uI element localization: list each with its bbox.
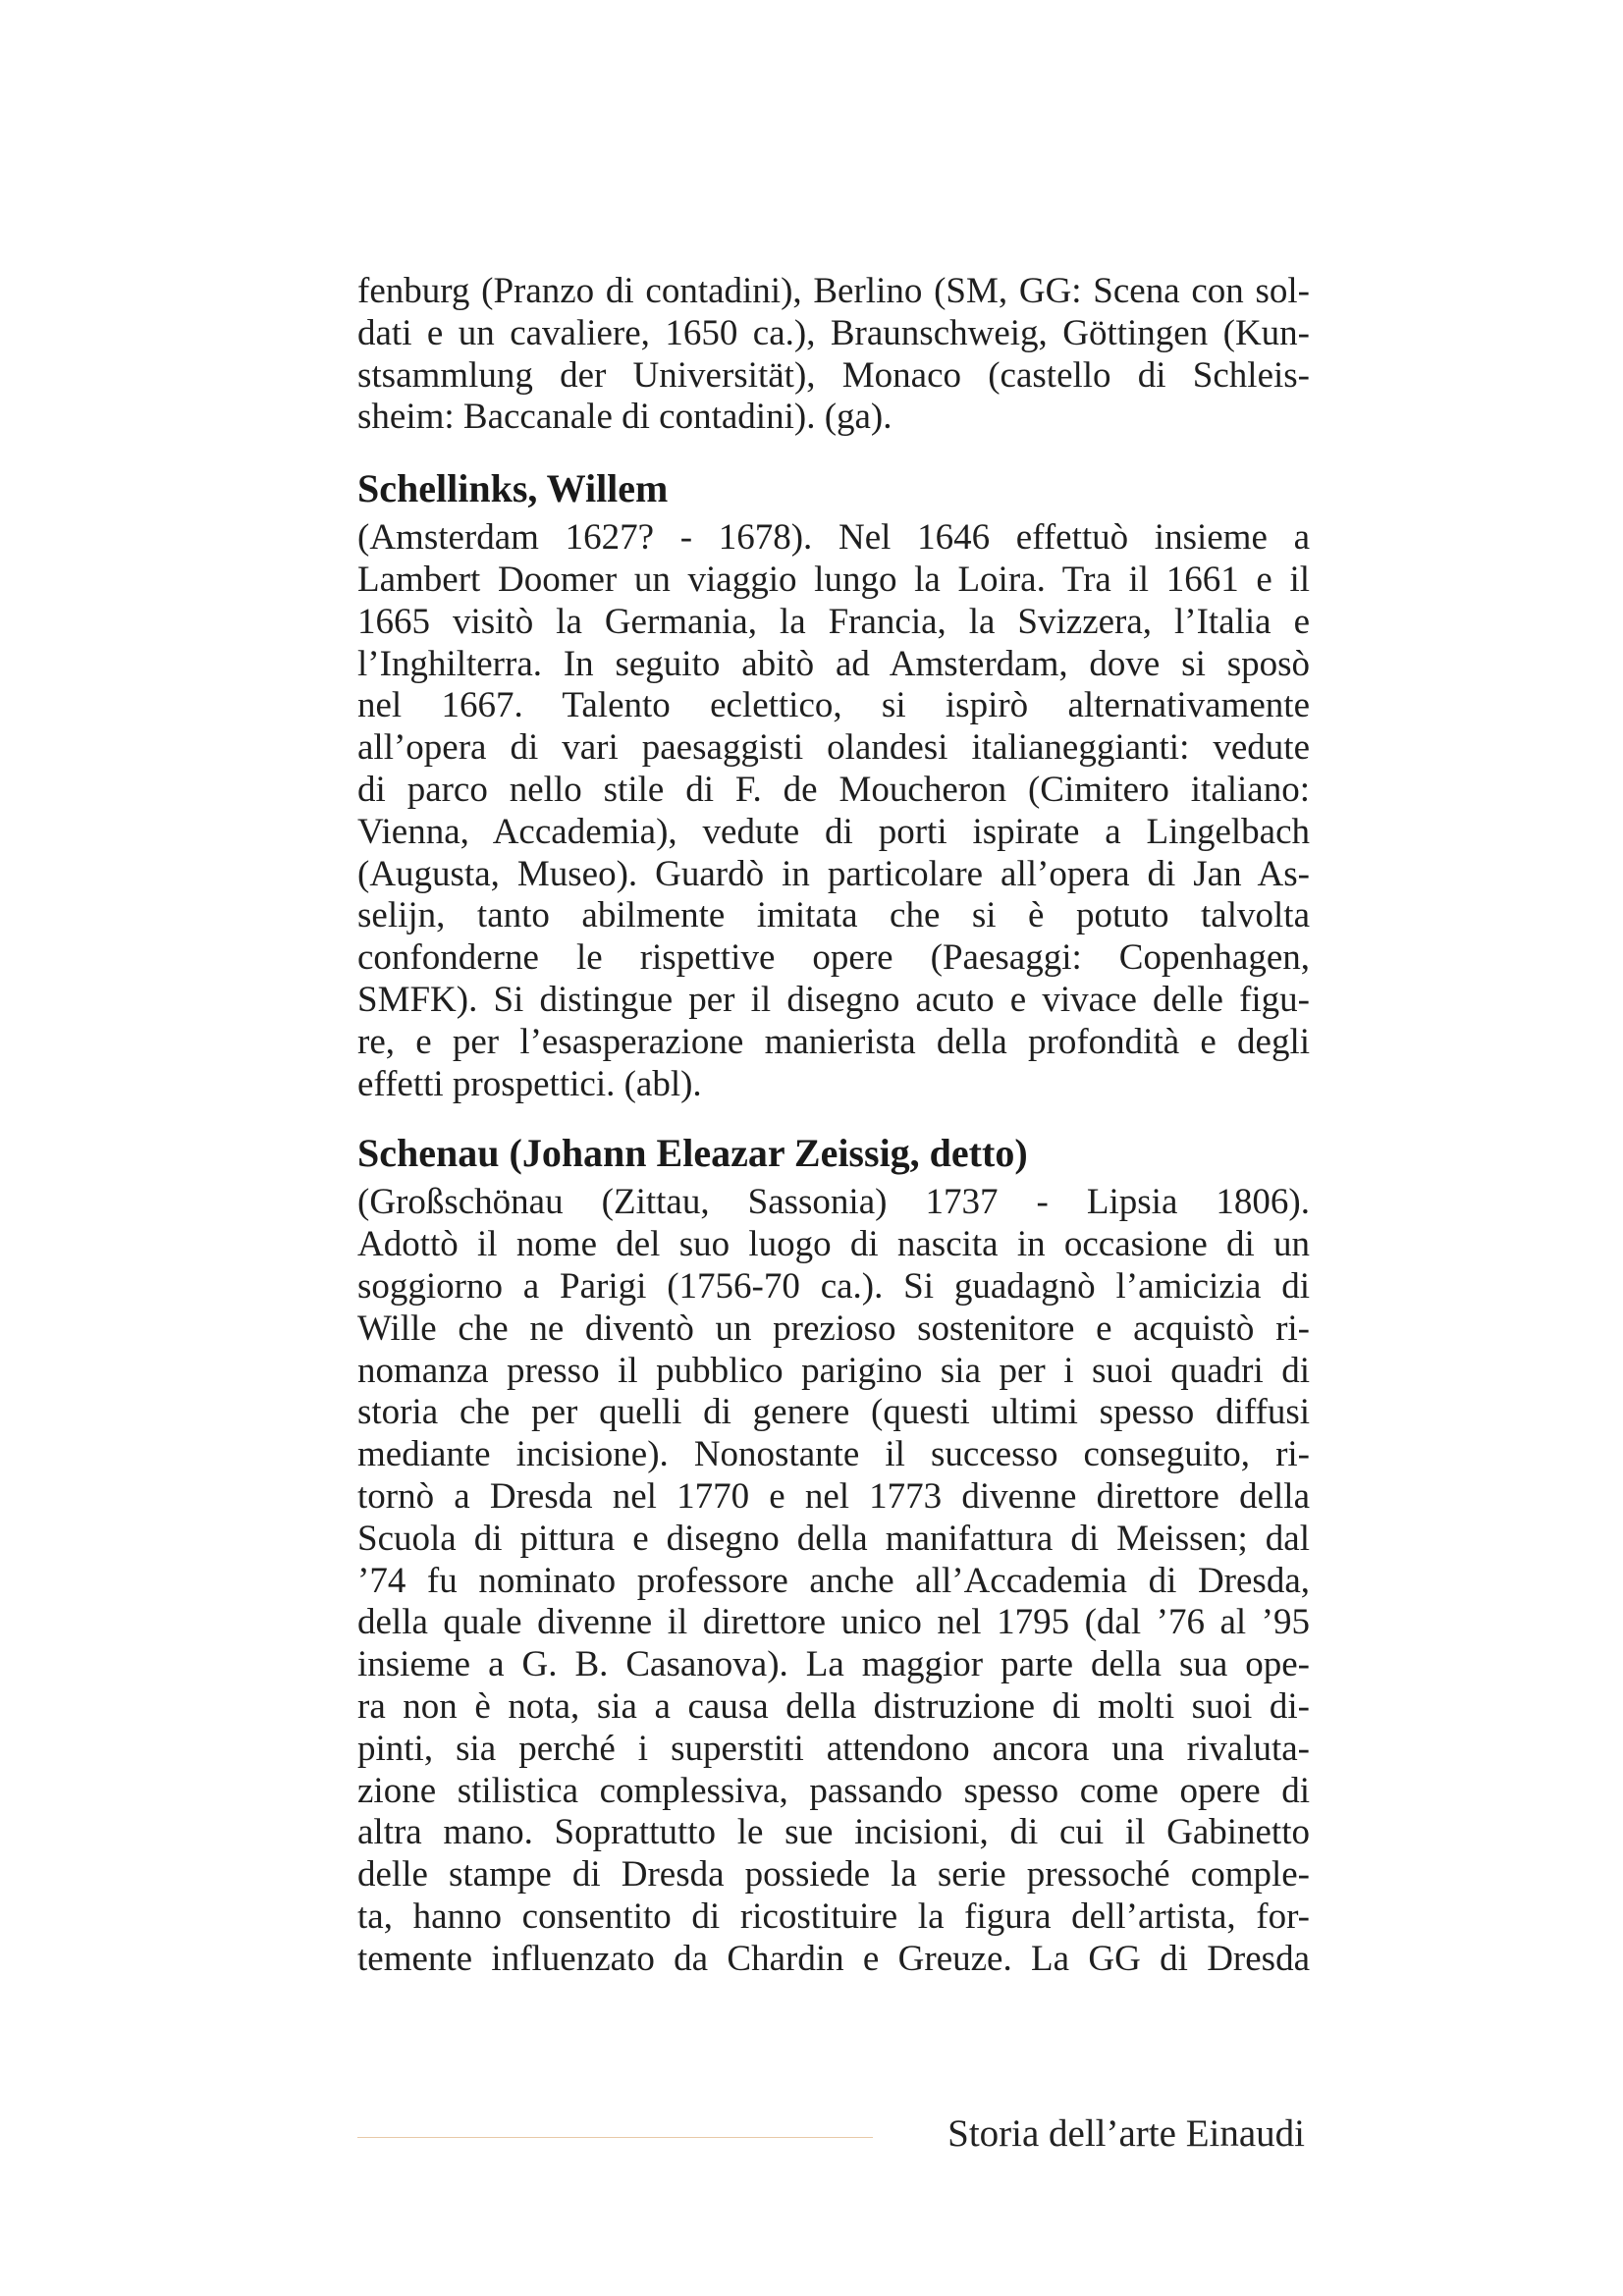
- text-column: [357, 271, 1310, 1980]
- text-line: pinti, sia perché i superstiti attendono ancora una rivaluta-: [357, 1728, 1310, 1769]
- text-line: all’opera di vari paesaggisti olandesi italianeggianti: vedute: [357, 727, 1310, 769]
- text-line: insieme a G. B. Casanova). La maggior parte della sua ope-: [357, 1644, 1310, 1685]
- entry-schenau: [357, 1131, 1310, 1980]
- text-line: effetti prospettici. (abl).: [357, 1063, 702, 1104]
- text-line: fenburg (Pranzo di contadini), Berlino (SM, GG: Scena con sol-: [357, 271, 1310, 311]
- entry-title: Schellinks, Willem: [357, 466, 669, 511]
- text-line: ra non è nota, sia a causa della distruzione di molti suoi di-: [357, 1685, 1310, 1727]
- text-line: (Amsterdam 1627? - 1678). Nel 1646 effettuò insieme a: [357, 517, 1310, 559]
- text-line: zione stilistica complessiva, passando spesso come opere di: [357, 1770, 1310, 1811]
- text-line: delle stampe di Dresda possiede la serie pressoché comple-: [357, 1854, 1310, 1896]
- text-line: SMFK). Si distingue per il disegno acuto e vivace delle figu-: [357, 979, 1310, 1020]
- text-line: sheim: Baccanale di contadini). (ga).: [357, 397, 893, 438]
- text-line: Lambert Doomer un viaggio lungo la Loira. Tra il 1661 e il: [357, 559, 1310, 600]
- footer-rule: [357, 2137, 873, 2138]
- text-line: Adottò il nome del suo luogo di nascita in occasione di un: [357, 1224, 1310, 1265]
- text-line: di parco nello stile di F. de Moucheron (Cimitero italiano:: [357, 769, 1310, 810]
- text-line: ’74 fu nominato professore anche all’Accademia di Dresda,: [357, 1560, 1310, 1601]
- text-line: l’Inghilterra. In seguito abitò ad Amsterdam, dove si sposò: [357, 643, 1310, 684]
- entry-schellinks: [357, 466, 1310, 1105]
- text-line: selijn, tanto abilmente imitata che si è potuto talvolta: [357, 895, 1310, 936]
- text-line: (Großschönau (Zittau, Sassonia) 1737 - Lipsia 1806).: [357, 1182, 1310, 1223]
- text-line: storia che per quelli di genere (questi ultimi spesso diffusi: [357, 1392, 1310, 1433]
- text-line: Wille che ne diventò un prezioso sostenitore e acquistò ri-: [357, 1308, 1310, 1349]
- text-line: re, e per l’esasperazione manierista della profondità e degli: [357, 1021, 1310, 1062]
- text-line: Scuola di pittura e disegno della manifattura di Meissen; dal: [357, 1518, 1310, 1559]
- text-line: Vienna, Accademia), vedute di porti ispirate a Lingelbach: [357, 811, 1310, 852]
- text-line: mediante incisione). Nonostante il successo conseguito, ri-: [357, 1434, 1310, 1475]
- text-line: temente influenzato da Chardin e Greuze. La GG di Dresda: [357, 1938, 1310, 1979]
- continuation-paragraph: [357, 271, 1310, 439]
- entry-title: Schenau (Johann Eleazar Zeissig, detto): [357, 1131, 1028, 1176]
- text-line: nomanza presso il pubblico parigino sia per i suoi quadri di: [357, 1350, 1310, 1391]
- text-line: (Augusta, Museo). Guardò in particolare all’opera di Jan As-: [357, 853, 1310, 894]
- text-line: dati e un cavaliere, 1650 ca.), Braunschweig, Göttingen (Kun-: [357, 312, 1310, 353]
- text-line: 1665 visitò la Germania, la Francia, la Svizzera, l’Italia e: [357, 601, 1310, 642]
- text-line: soggiorno a Parigi (1756-70 ca.). Si guadagnò l’amicizia di: [357, 1265, 1310, 1307]
- text-line: confonderne le rispettive opere (Paesaggi: Copenhagen,: [357, 937, 1310, 979]
- footer-title: Storia dell’arte Einaudi: [947, 2112, 1305, 2155]
- text-line: della quale divenne il direttore unico nel 1795 (dal ’76 al ’95: [357, 1602, 1310, 1643]
- text-line: stsammlung der Universität), Monaco (castello di Schleis-: [357, 354, 1310, 396]
- text-line: altra mano. Soprattutto le sue incisioni, di cui il Gabinetto: [357, 1812, 1310, 1853]
- text-line: nel 1667. Talento eclettico, si ispirò alternativamente: [357, 685, 1310, 726]
- text-line: tornò a Dresda nel 1770 e nel 1773 divenne direttore della: [357, 1475, 1310, 1517]
- text-line: ta, hanno consentito di ricostituire la figura dell’artista, for-: [357, 1896, 1310, 1937]
